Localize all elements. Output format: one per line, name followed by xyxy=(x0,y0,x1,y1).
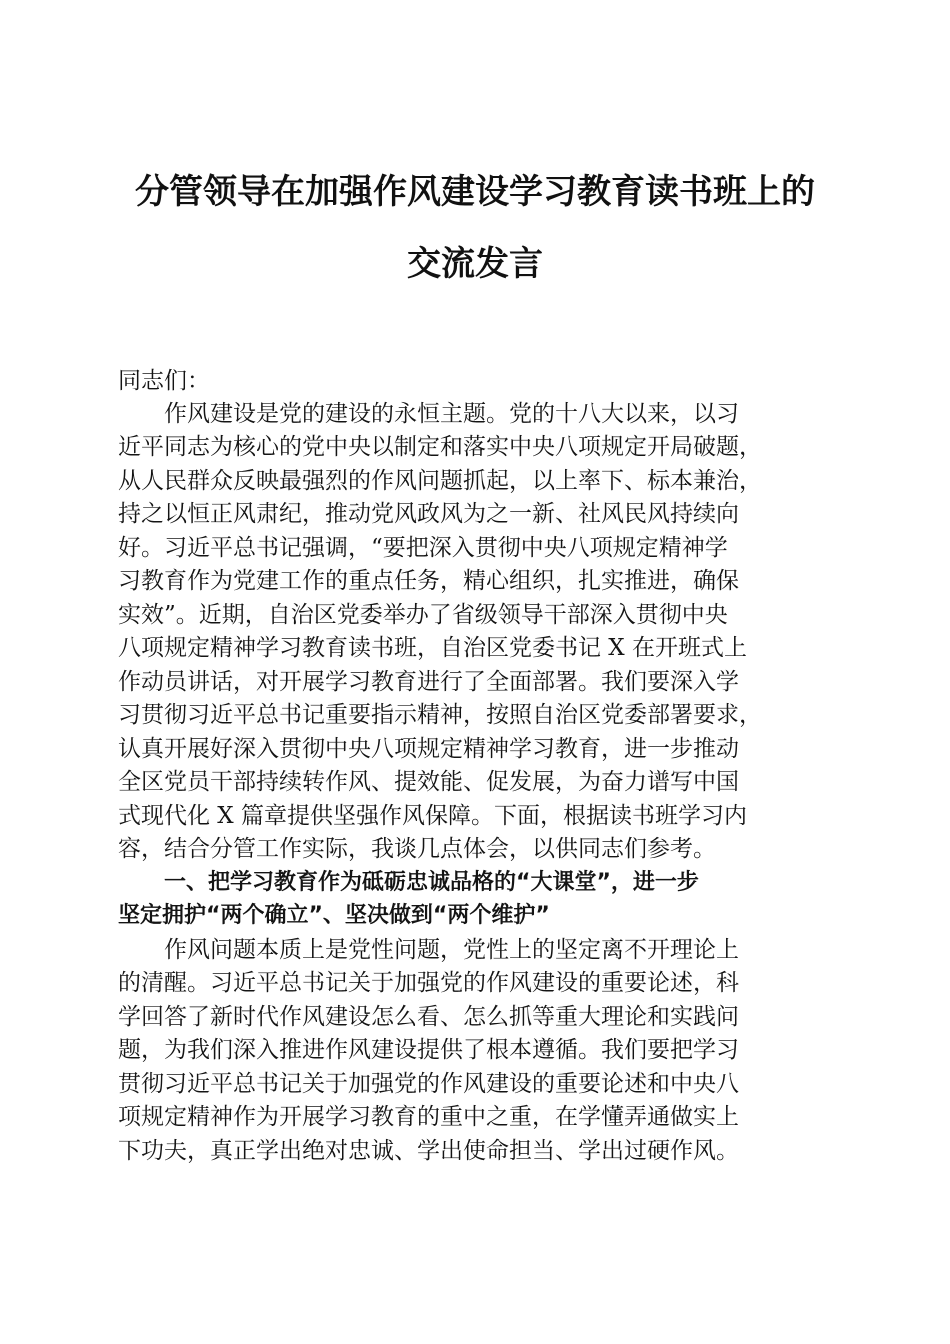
paragraph-line: 作风问题本质上是党性问题，党性上的坚定离不开理论上 xyxy=(164,937,739,963)
paragraph-line: 认真开展好深入贯彻中央八项规定精神学习教育，进一步推动 xyxy=(118,736,739,762)
salutation: 同志们： xyxy=(118,368,210,394)
paragraph-line: 从人民群众反映最强烈的作风问题抓起，以上率下、标本兼治， xyxy=(118,468,762,494)
paragraph-line: 的清醒。习近平总书记关于加强党的作风建设的重要论述，科 xyxy=(118,970,739,996)
paragraph-line: 好。习近平总书记强调，“要把深入贯彻中央八项规定精神学 xyxy=(118,535,728,561)
paragraph-line: 全区党员干部持续转作风、提效能、促发展，为奋力谱写中国 xyxy=(118,769,739,795)
paragraph-line: 近平同志为核心的党中央以制定和落实中央八项规定开局破题， xyxy=(118,434,762,460)
paragraph-line: 题，为我们深入推进作风建设提供了根本遵循。我们要把学习 xyxy=(118,1037,739,1063)
paragraph-line: 下功夫，真正学出绝对忠诚、学出使命担当、学出过硬作风。 xyxy=(118,1138,739,1164)
paragraph-line: 学回答了新时代作风建设怎么看、怎么抓等重大理论和实践问 xyxy=(118,1004,739,1030)
paragraph-line: 八项规定精神学习教育读书班，自治区党委书记 X 在开班式上 xyxy=(118,635,747,661)
paragraph-line: 作动员讲话，对开展学习教育进行了全面部署。我们要深入学 xyxy=(118,669,739,695)
paragraph-line: 习教育作为党建工作的重点任务，精心组织，扎实推进，确保 xyxy=(118,568,739,594)
paragraph-line: 容，结合分管工作实际，我谈几点体会，以供同志们参考。 xyxy=(118,836,716,862)
paragraph-line: 习贯彻习近平总书记重要指示精神，按照自治区党委部署要求， xyxy=(118,702,762,728)
document-title-line-2: 交流发言 xyxy=(407,244,543,284)
paragraph-line: 式现代化 X 篇章提供坚强作风保障。下面，根据读书班学习内 xyxy=(118,803,747,829)
paragraph-line: 贯彻习近平总书记关于加强党的作风建设的重要论述和中央八 xyxy=(118,1071,739,1097)
document-title-line-1: 分管领导在加强作风建设学习教育读书班上的 xyxy=(135,172,815,212)
section-heading-line: 坚定拥护“两个确立”、坚决做到“两个维护” xyxy=(118,903,550,928)
paragraph-line: 作风建设是党的建设的永恒主题。党的十八大以来，以习 xyxy=(164,401,739,427)
paragraph-line: 实效”。近期，自治区党委举办了省级领导干部深入贯彻中央 xyxy=(118,602,728,628)
section-heading-line: 一、把学习教育作为砥砺忠诚品格的“大课堂”，进一步 xyxy=(164,870,699,895)
paragraph-line: 项规定精神作为开展学习教育的重中之重，在学懂弄通做实上 xyxy=(118,1104,739,1130)
paragraph-line: 持之以恒正风肃纪，推动党风政风为之一新、社风民风持续向 xyxy=(118,501,739,527)
